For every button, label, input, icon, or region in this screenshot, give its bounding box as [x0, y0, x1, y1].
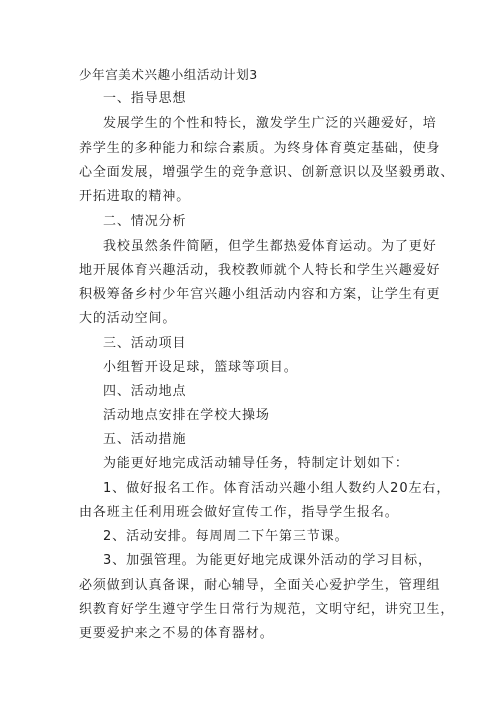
paragraph-line: 更要爱护来之不易的体育器材。 — [79, 626, 274, 641]
paragraph-line: 活动地点安排在学校大操场 — [103, 408, 270, 423]
paragraph-line: 地开展体育兴趣活动，我校教师就个人特长和学生兴趣爱好 — [79, 263, 441, 278]
paragraph-line: 我校虽然条件简陋，但学生都热爱体育运动。为了更好 — [103, 239, 437, 254]
document-title: 少年宫美术兴趣小组活动计划3 — [79, 67, 258, 82]
paragraph-line: 1、做好报名工作。体育活动兴趣小组人数约人20左右， — [103, 481, 451, 496]
paragraph-line: 织教育好学生遵守学生日常行为规范，文明守纪，讲究卫生， — [79, 602, 455, 617]
section-heading-situation-analysis: 二、情况分析 — [103, 214, 187, 229]
paragraph-line: 开拓进取的精神。 — [79, 189, 191, 204]
paragraph-line: 为能更好地完成活动辅导任务，特制定计划如下： — [103, 456, 409, 471]
paragraph-line: 发展学生的个性和特长，激发学生广泛的兴趣爱好，培 — [103, 116, 437, 131]
paragraph-line: 小组暂开设足球，篮球等项目。 — [103, 360, 298, 375]
section-heading-activity-items: 三、活动项目 — [103, 336, 187, 351]
paragraph-line: 大的活动空间。 — [79, 311, 177, 326]
paragraph-line: 养学生的多种能力和综合素质。为终身体育奠定基础，使身 — [79, 141, 441, 156]
section-heading-guiding-thought: 一、指导思想 — [103, 91, 187, 106]
paragraph-line: 必须做到认真备课，耐心辅导，全面关心爱护学生，管理组 — [79, 578, 441, 593]
section-heading-activity-measures: 五、活动措施 — [103, 432, 187, 447]
paragraph-line: 2、活动安排。每周周二下午第三节课。 — [103, 529, 349, 544]
paragraph-line: 积极筹备乡村少年宫兴趣小组活动内容和方案，让学生有更 — [79, 287, 441, 302]
paragraph-line: 心全面发展，增强学生的竞争意识、创新意识以及坚毅勇敢、 — [79, 165, 455, 180]
section-heading-activity-location: 四、活动地点 — [103, 384, 187, 399]
paragraph-line: 3、加强管理。为能更好地完成课外活动的学习目标， — [103, 553, 432, 568]
paragraph-line: 由各班主任利用班会做好宣传工作，指导学生报名。 — [79, 505, 399, 520]
